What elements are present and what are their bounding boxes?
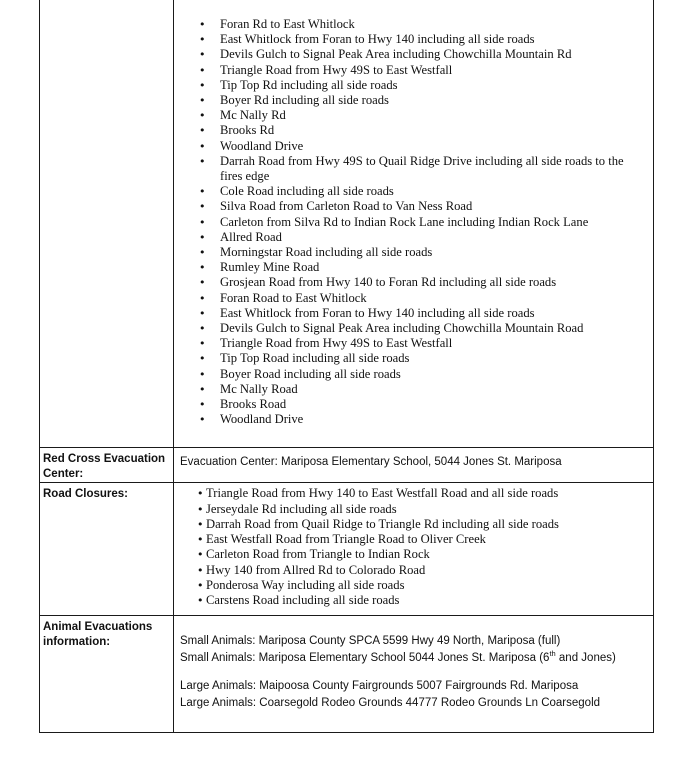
evacuation-area-item: • Grosjean Road from Hwy 140 to Foran Rd including all side roads bbox=[220, 275, 645, 290]
road-closure-item: • Carstens Road including all side roads bbox=[206, 593, 645, 608]
evacuation-areas-list bbox=[174, 0, 653, 447]
road-closure-item: • Triangle Road from Hwy 140 to East Westfall Road and all side roads bbox=[206, 486, 645, 501]
evacuation-areas-cell bbox=[174, 0, 654, 448]
animal-evacuations-cell bbox=[174, 616, 654, 733]
evacuation-area-item: • Boyer Rd including all side roads bbox=[220, 93, 645, 108]
small-animals-line-2-end: and Jones) bbox=[555, 652, 616, 665]
animal-evacuations-label-cell bbox=[40, 616, 174, 733]
evacuation-center-text: Evacuation Center: Mariposa Elementary School, 5044 Jones St. Mariposa bbox=[180, 456, 562, 469]
road-closures-label-cell bbox=[40, 483, 174, 616]
evacuation-area-item: • Carleton from Silva Rd to Indian Rock Lane including Indian Rock Lane bbox=[220, 215, 645, 230]
evacuation-areas-label-cell bbox=[40, 0, 174, 448]
evacuation-area-item: • Boyer Road including all side roads bbox=[220, 367, 645, 382]
evacuation-area-item: • Woodland Drive bbox=[220, 412, 645, 427]
evacuation-area-item: • Devils Gulch to Signal Peak Area including Chowchilla Mountain Rd bbox=[220, 47, 645, 62]
animal-evacuations-row bbox=[40, 616, 654, 733]
evacuation-area-item: • East Whitlock from Foran to Hwy 140 including all side roads bbox=[220, 32, 645, 47]
evacuation-area-item: • Triangle Road from Hwy 49S to East Westfall bbox=[220, 63, 645, 78]
evacuation-area-item: • Mc Nally Road bbox=[220, 382, 645, 397]
road-closure-item: • Darrah Road from Quail Ridge to Triangle Rd including all side roads bbox=[206, 517, 645, 532]
small-animals-line-1: Small Animals: Mariposa County SPCA 5599 Hwy 49 North, Mariposa (full) bbox=[180, 635, 561, 648]
evacuation-area-item: • Devils Gulch to Signal Peak Area including Chowchilla Mountain Road bbox=[220, 321, 645, 336]
small-animals-line-2 bbox=[180, 650, 647, 667]
evacuation-area-item: • Morningstar Road including all side roads bbox=[220, 245, 645, 260]
large-animals-line-2: Large Animals: Coarsegold Rodeo Grounds 44777 Rodeo Grounds Ln Coarsegold bbox=[180, 697, 601, 710]
evacuation-area-item: • Allred Road bbox=[220, 230, 645, 245]
evacuation-area-item: • Rumley Mine Road bbox=[220, 260, 645, 275]
evacuation-area-item: • Tip Top Rd including all side roads bbox=[220, 78, 645, 93]
road-closures-label: Road Closures: bbox=[43, 488, 128, 501]
evacuation-area-item: • Silva Road from Carleton Road to Van Ness Road bbox=[220, 199, 645, 214]
road-closure-item: • Ponderosa Way including all side roads bbox=[206, 578, 645, 593]
road-closures-row bbox=[40, 483, 654, 616]
animal-evacuations-info bbox=[174, 616, 653, 732]
evacuation-area-item: • Foran Road to East Whitlock bbox=[220, 291, 645, 306]
red-cross-label-cell bbox=[40, 448, 174, 483]
road-closure-item: • Hwy 140 from Allred Rd to Colorado Road bbox=[206, 563, 645, 578]
evacuation-area-item: • Mc Nally Rd bbox=[220, 108, 645, 123]
red-cross-label: Red Cross Evacuation Center: bbox=[43, 453, 166, 481]
evacuation-areas-row bbox=[40, 0, 654, 448]
road-closures-list bbox=[174, 483, 653, 615]
small-animals-line-2-text: Small Animals: Mariposa Elementary School 5044 Jones St. Mariposa (6 bbox=[180, 652, 550, 665]
animal-evacuations-label: Animal Evacuations information: bbox=[43, 621, 153, 649]
paragraph-gap bbox=[180, 667, 647, 678]
road-closures-cell bbox=[174, 483, 654, 616]
evacuation-area-item: • Foran Rd to East Whitlock bbox=[220, 17, 645, 32]
evacuation-area-item: • Cole Road including all side roads bbox=[220, 184, 645, 199]
evacuation-area-item: • East Whitlock from Foran to Hwy 140 including all side roads bbox=[220, 306, 645, 321]
evacuation-area-item: • Tip Top Road including all side roads bbox=[220, 351, 645, 366]
red-cross-cell bbox=[174, 448, 654, 483]
large-animals-line-1: Large Animals: Maipoosa County Fairgrounds 5007 Fairgrounds Rd. Mariposa bbox=[180, 680, 579, 693]
evacuation-area-item: • Darrah Road from Hwy 49S to Quail Ridge Drive including all side roads to the fires edge bbox=[220, 154, 645, 184]
ordinal-suffix: th bbox=[549, 649, 556, 659]
evacuation-area-item: • Woodland Drive bbox=[220, 139, 645, 154]
evacuation-area-item: • Triangle Road from Hwy 49S to East Westfall bbox=[220, 336, 645, 351]
red-cross-row bbox=[40, 448, 654, 483]
road-closure-item: • Jerseydale Rd including all side roads bbox=[206, 502, 645, 517]
road-closure-item: • East Westfall Road from Triangle Road to Oliver Creek bbox=[206, 532, 645, 547]
evacuation-area-item: • Brooks Rd bbox=[220, 123, 645, 138]
road-closure-item: • Carleton Road from Triangle to Indian Rock bbox=[206, 547, 645, 562]
evacuation-area-item: • Brooks Road bbox=[220, 397, 645, 412]
evacuation-info-table bbox=[39, 0, 654, 733]
